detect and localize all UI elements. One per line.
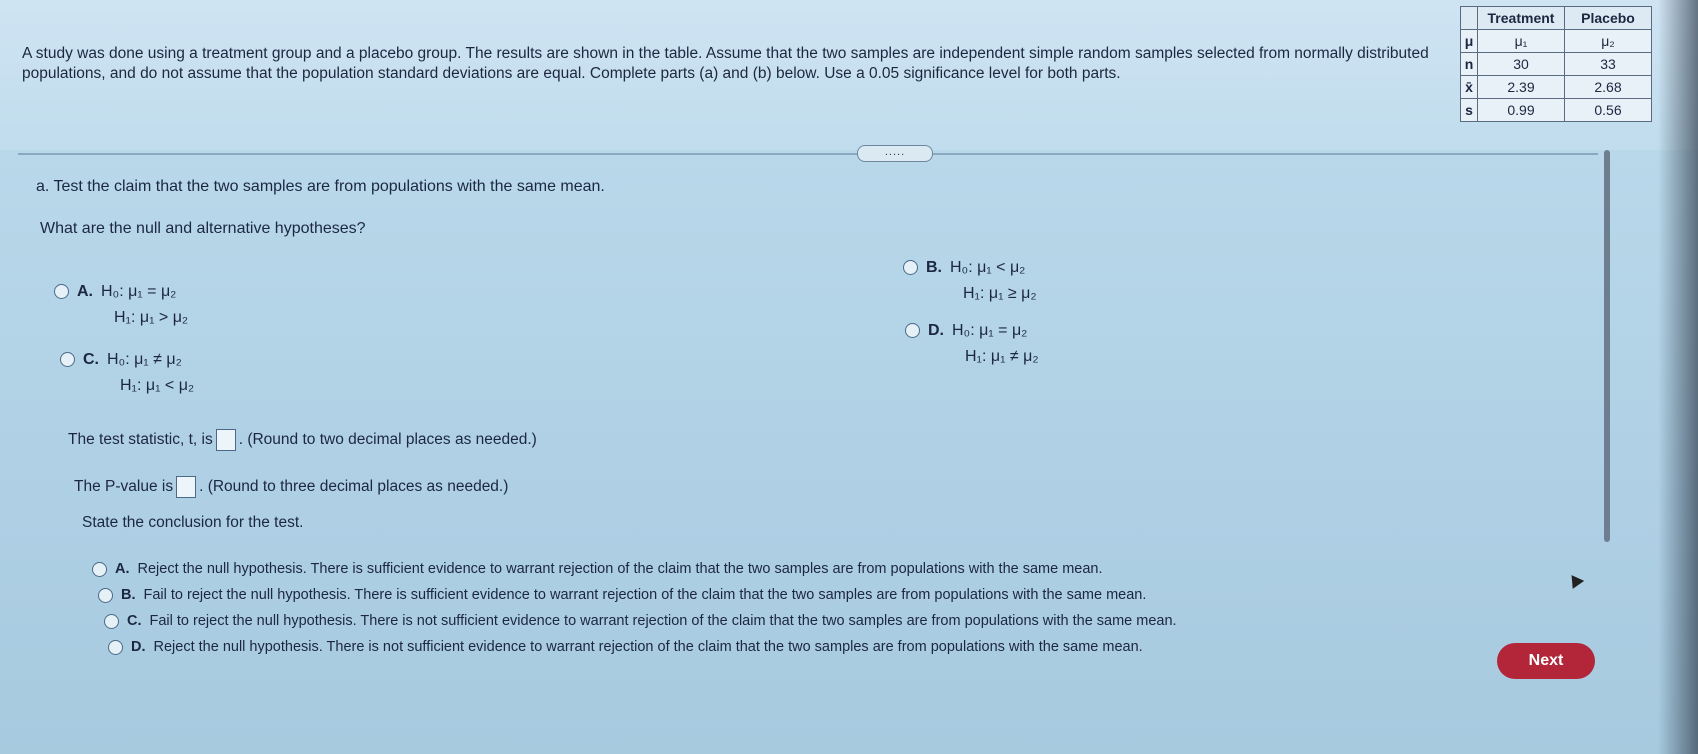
part-a-prompt: a. Test the claim that the two samples are from populations with the same mean. <box>36 178 605 195</box>
screen-edge-shadow <box>1658 0 1698 754</box>
cell-treatment: 2.39 <box>1478 76 1565 99</box>
question-area <box>0 150 1698 754</box>
null-hypothesis: H₀: μ₁ ≠ μ₂ <box>107 351 182 368</box>
row-label: μ <box>1461 30 1478 53</box>
problem-statement: A study was done using a treatment group and a placebo group. The results are shown in the table. Assume that the two samples are independent simple random samples selected from normally distributed populations, and do not assume that the population standard deviations are equal. Complete parts (a) and (b) below. Use a 0.05 significance level for both parts. <box>22 45 1429 82</box>
conclusion-prompt: State the conclusion for the test. <box>82 514 304 531</box>
p-value-label: The P-value is <box>74 478 174 496</box>
conclusion-option-d[interactable] <box>108 639 1143 655</box>
p-value-hint: . (Round to three decimal places as needed.) <box>199 478 509 496</box>
option-letter: C. <box>127 613 142 629</box>
option-text: Reject the null hypothesis. There is not sufficient evidence to warrant rejection of the claim that the two samples are from populations with the same mean. <box>153 639 1143 655</box>
alt-hypothesis: H₁: μ₁ ≥ μ₂ <box>963 285 1037 302</box>
radio-button[interactable] <box>98 588 113 603</box>
null-hypothesis: H₀: μ₁ = μ₂ <box>952 322 1028 339</box>
section-divider <box>18 153 1598 155</box>
option-letter: A. <box>115 561 130 577</box>
option-letter: D. <box>131 639 146 655</box>
cell-placebo: μ₂ <box>1565 30 1652 53</box>
radio-button[interactable] <box>92 562 107 577</box>
table-row <box>1461 30 1652 53</box>
hypothesis-option-a[interactable] <box>54 279 188 331</box>
cell-placebo: 2.68 <box>1565 76 1652 99</box>
next-button[interactable]: Next <box>1497 643 1595 679</box>
table-corner <box>1461 7 1478 30</box>
row-label: x̄ <box>1461 76 1478 99</box>
radio-button[interactable] <box>104 614 119 629</box>
option-letter: B. <box>926 259 942 276</box>
test-statistic-input[interactable] <box>216 429 236 451</box>
conclusion-option-c[interactable] <box>104 613 1177 629</box>
radio-button[interactable] <box>903 260 918 275</box>
scrollbar[interactable] <box>1604 150 1610 542</box>
table-header-placebo: Placebo <box>1565 7 1652 30</box>
hypothesis-option-b[interactable] <box>903 255 1037 307</box>
p-value-line <box>74 476 508 498</box>
radio-button[interactable] <box>108 640 123 655</box>
cell-placebo: 33 <box>1565 53 1652 76</box>
radio-button[interactable] <box>54 284 69 299</box>
hypothesis-option-d[interactable] <box>905 318 1039 370</box>
test-statistic-hint: . (Round to two decimal places as needed.) <box>238 431 537 449</box>
option-text: Reject the null hypothesis. There is sufficient evidence to warrant rejection of the claim that the two samples are from populations with the same mean. <box>137 561 1103 577</box>
option-letter: A. <box>77 283 93 300</box>
row-label: n <box>1461 53 1478 76</box>
option-text: Fail to reject the null hypothesis. There is sufficient evidence to warrant rejection of the claim that the two samples are from populations with the same mean. <box>143 587 1147 603</box>
hypothesis-option-c[interactable] <box>60 347 194 399</box>
hypothesis-question: What are the null and alternative hypotheses? <box>40 220 366 237</box>
null-hypothesis: H₀: μ₁ < μ₂ <box>950 259 1026 276</box>
conclusion-option-b[interactable] <box>98 587 1146 603</box>
data-table <box>1460 6 1652 122</box>
option-text: Fail to reject the null hypothesis. There is not sufficient evidence to warrant rejection of the claim that the two samples are from populations with the same mean. <box>149 613 1177 629</box>
alt-hypothesis: H₁: μ₁ < μ₂ <box>120 377 195 394</box>
test-statistic-line <box>68 429 537 451</box>
cell-placebo: 0.56 <box>1565 99 1652 122</box>
option-letter: D. <box>928 322 944 339</box>
p-value-input[interactable] <box>176 476 196 498</box>
cell-treatment: 30 <box>1478 53 1565 76</box>
radio-button[interactable] <box>60 352 75 367</box>
null-hypothesis: H₀: μ₁ = μ₂ <box>101 283 177 300</box>
table-row <box>1461 99 1652 122</box>
conclusion-option-a[interactable] <box>92 561 1103 577</box>
alt-hypothesis: H₁: μ₁ > μ₂ <box>114 309 189 326</box>
expand-button[interactable]: ..... <box>857 145 933 162</box>
table-header-treatment: Treatment <box>1478 7 1565 30</box>
cell-treatment: 0.99 <box>1478 99 1565 122</box>
option-letter: C. <box>83 351 99 368</box>
radio-button[interactable] <box>905 323 920 338</box>
table-row <box>1461 76 1652 99</box>
row-label: s <box>1461 99 1478 122</box>
table-row <box>1461 53 1652 76</box>
alt-hypothesis: H₁: μ₁ ≠ μ₂ <box>965 348 1039 365</box>
cell-treatment: μ₁ <box>1478 30 1565 53</box>
test-statistic-label: The test statistic, t, is <box>68 431 213 449</box>
option-letter: B. <box>121 587 136 603</box>
